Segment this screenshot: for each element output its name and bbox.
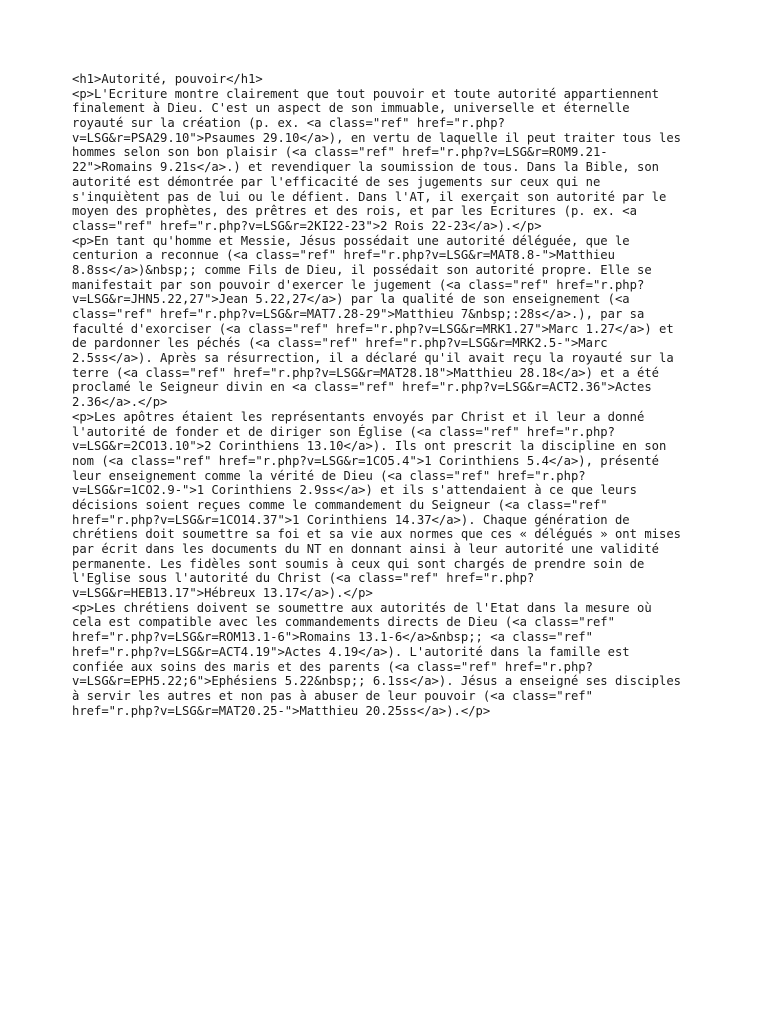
source-line: hommes selon son bon plaisir (<a class="ref" href="r.php?v=LSG&r=ROM9.21- [72, 145, 608, 160]
source-line: de pardonner les péchés (<a class="ref" href="r.php?v=LSG&r=MRK2.5-">Marc [72, 336, 608, 351]
source-line: proclamé le Seigneur divin en <a class="ref" href="r.php?v=LSG&r=ACT2.36">Actes [72, 380, 652, 395]
source-line: href="r.php?v=LSG&r=ROM13.1-6">Romains 13.1-6</a>&nbsp;; <a class="ref" [72, 630, 593, 645]
source-line: faculté d'exorciser (<a class="ref" href="r.php?v=LSG&r=MRK1.27">Marc 1.27</a>) et [72, 321, 674, 336]
source-line: href="r.php?v=LSG&r=MAT20.25-">Matthieu 20.25ss</a>).</p> [72, 703, 491, 718]
source-line: nom (<a class="ref" href="r.php?v=LSG&r=1CO5.4">1 Corinthiens 5.4</a>), présenté [72, 453, 659, 468]
source-line: class="ref" href="r.php?v=LSG&r=2KI22-23">2 Rois 22-23</a>).</p> [72, 218, 542, 233]
source-line: cela est compatible avec les commandements directs de Dieu (<a class="ref" [72, 615, 615, 630]
source-line: 8.8ss</a>)&nbsp;; comme Fils de Dieu, il possédait son autorité propre. Elle se [72, 262, 652, 277]
source-line: décisions soient reçues comme le commandement du Seigneur (<a class="ref" [72, 497, 608, 512]
source-line: v=LSG&r=JHN5.22,27">Jean 5.22,27</a>) par la qualité de son enseignement (<a [72, 292, 630, 307]
raw-html-source-text [72, 72, 712, 718]
source-line: class="ref" href="r.php?v=LSG&r=MAT7.28-29">Matthieu 7&nbsp;:28s</a>.), par sa [72, 307, 645, 321]
source-line: confiée aux soins des maris et des parents (<a class="ref" href="r.php? [72, 659, 593, 674]
source-line: centurion a reconnue (<a class="ref" href="r.php?v=LSG&r=MAT8.8-">Matthieu [72, 248, 615, 263]
source-line: 2.5ss</a>). Après sa résurrection, il a déclaré qu'il avait reçu la royauté sur la [72, 351, 674, 366]
source-line: v=LSG&r=1CO2.9-">1 Corinthiens 2.9ss</a>) et ils s'attendaient à ce que leurs [72, 483, 637, 498]
source-line: leur enseignement comme la vérité de Dieu (<a class="ref" href="r.php? [72, 468, 586, 483]
source-line: <p>En tant qu'homme et Messie, Jésus possédait une autorité déléguée, que le [72, 233, 630, 248]
source-line: royauté sur la création (p. ex. <a class="ref" href="r.php? [72, 116, 505, 131]
source-line: permanente. Les fidèles sont soumis à ceux qui sont chargés de prendre soin de [72, 556, 645, 571]
source-line: v=LSG&r=HEB13.17">Hébreux 13.17</a>).</p> [72, 586, 373, 601]
source-line: <p>Les apôtres étaient les représentants envoyés par Christ et il leur a donné [72, 409, 645, 424]
source-line: terre (<a class="ref" href="r.php?v=LSG&r=MAT28.18">Matthieu 28.18</a>) et a été [72, 365, 659, 380]
source-line: 22">Romains 9.21s</a>.) et revendiquer la soumission de tous. Dans la Bible, son [72, 160, 659, 175]
source-line: <h1>Autorité, pouvoir</h1> [72, 72, 263, 86]
source-line: v=LSG&r=EPH5.22;6">Ephésiens 5.22&nbsp;; 6.1ss</a>). Jésus a enseigné ses disciples [72, 674, 682, 689]
source-line: s'inquiètent pas de lui ou le défient. Dans l'AT, il exerçait son autorité par le [72, 189, 667, 204]
source-line: chrétiens doit soumettre sa foi et sa vie aux normes que ces « délégués » ont mises [72, 527, 682, 542]
source-line: l'autorité de fonder et de diriger son Église (<a class="ref" href="r.php? [72, 424, 615, 439]
source-line: manifestait par son pouvoir d'exercer le jugement (<a class="ref" href="r.php? [72, 277, 645, 292]
source-line: par écrit dans les documents du NT en donnant ainsi à leur autorité une validité [72, 542, 659, 556]
source-line: l'Eglise sous l'autorité du Christ (<a class="ref" href="r.php? [72, 571, 535, 586]
source-line: autorité est démontrée par l'efficacité de ses jugements sur ceux qui ne [72, 174, 601, 189]
source-line: v=LSG&r=PSA29.10">Psaumes 29.10</a>), en vertu de laquelle il peut traiter tous les [72, 130, 682, 145]
source-line: 2.36</a>.</p> [72, 395, 168, 410]
source-line: à servir les autres et non pas à abuser de leur pouvoir (<a class="ref" [72, 688, 593, 703]
source-line: <p>L'Ecriture montre clairement que tout pouvoir et toute autorité appartiennent [72, 86, 659, 101]
source-line: finalement à Dieu. C'est un aspect de son immuable, universelle et éternelle [72, 101, 630, 116]
source-line: <p>Les chrétiens doivent se soumettre aux autorités de l'Etat dans la mesure où [72, 600, 652, 615]
source-line: v=LSG&r=2CO13.10">2 Corinthiens 13.10</a>). Ils ont prescrit la discipline en son [72, 439, 667, 454]
source-line: href="r.php?v=LSG&r=ACT4.19">Actes 4.19</a>). L'autorité dans la famille est [72, 644, 630, 659]
source-line: href="r.php?v=LSG&r=1CO14.37">1 Corinthiens 14.37</a>). Chaque génération de [72, 512, 630, 527]
source-line: moyen des prophètes, des prêtres et des rois, et par les Ecritures (p. ex. <a [72, 204, 637, 219]
